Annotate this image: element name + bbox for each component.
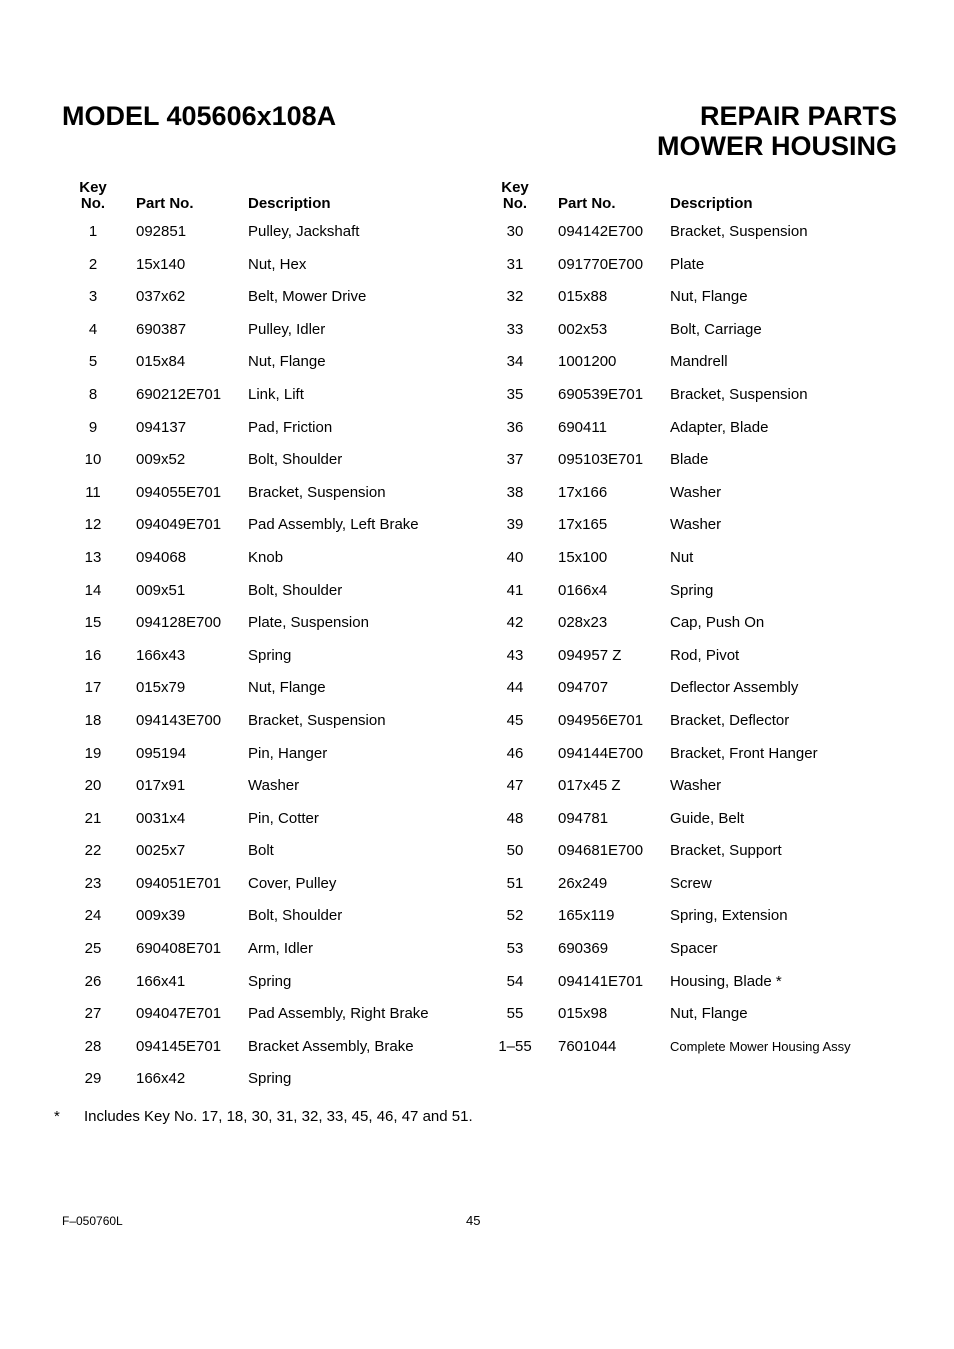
key-no-header: Key No. — [79, 179, 107, 212]
table-row — [484, 1031, 904, 1064]
document-code: F–050760L — [62, 1214, 123, 1228]
description: Spacer — [670, 940, 718, 958]
description: Bracket, Support — [670, 842, 782, 860]
part-no: 690408E701 — [136, 940, 222, 958]
table-row — [62, 868, 472, 901]
table-body — [484, 216, 904, 1063]
description: Pad Assembly, Left Brake — [248, 516, 419, 534]
key-no: 12 — [84, 516, 102, 534]
description: Nut, Flange — [248, 353, 326, 371]
description: Housing, Blade * — [670, 972, 782, 990]
key-no: 35 — [506, 385, 524, 403]
key-no: 40 — [506, 548, 524, 566]
table-row — [484, 509, 904, 542]
part-no: 094055E701 — [136, 483, 222, 501]
table-row — [62, 379, 472, 412]
description: Bracket Assembly, Brake — [248, 1037, 414, 1055]
description: Bracket, Suspension — [670, 385, 808, 403]
table-row — [484, 738, 904, 771]
key-no: 2 — [88, 255, 98, 273]
table-row — [62, 672, 472, 705]
key-no: 39 — [506, 516, 524, 534]
description: Belt, Mower Drive — [248, 288, 367, 306]
table-row — [62, 444, 472, 477]
key-no: 3 — [88, 288, 98, 306]
part-no: 037x62 — [136, 288, 186, 306]
description: Bolt, Shoulder — [248, 581, 343, 599]
description: Spring — [248, 972, 292, 990]
part-no: 17x165 — [558, 516, 608, 534]
key-no-header: Key No. — [501, 179, 529, 212]
description: Complete Mower Housing Assy — [670, 1038, 851, 1054]
table-row — [484, 640, 904, 673]
table-row — [62, 933, 472, 966]
key-no: 34 — [506, 353, 524, 371]
part-no: 690411 — [558, 418, 607, 436]
footnote — [54, 1108, 473, 1125]
parts-table-left — [62, 180, 472, 1096]
key-no: 25 — [84, 940, 102, 958]
description: Washer — [248, 777, 300, 795]
key-no: 19 — [84, 744, 102, 762]
description: Nut, Hex — [248, 255, 307, 273]
section-title-line1: REPAIR PARTS — [699, 101, 897, 131]
key-no: 15 — [84, 614, 102, 632]
key-no: 5 — [88, 353, 98, 371]
part-no: 094137 — [136, 418, 187, 436]
table-row — [62, 281, 472, 314]
part-no: 690212E701 — [136, 385, 222, 403]
description: Bracket, Suspension — [670, 223, 808, 240]
part-no: 15x140 — [136, 255, 186, 273]
part-no: 095103E701 — [558, 451, 644, 469]
key-no: 10 — [84, 451, 102, 469]
part-no: 17x166 — [558, 483, 608, 501]
part-no: 094143E700 — [136, 711, 222, 729]
table-row — [62, 966, 472, 999]
table-row — [62, 607, 472, 640]
key-no: 32 — [506, 288, 524, 306]
table-row — [484, 672, 904, 705]
description: Bracket, Deflector — [670, 711, 790, 729]
description: Plate — [670, 255, 705, 273]
table-header — [484, 180, 904, 216]
table-row — [484, 835, 904, 868]
key-no: 14 — [84, 581, 102, 599]
table-row — [484, 998, 904, 1031]
key-no: 36 — [506, 418, 524, 436]
description: Bolt, Shoulder — [248, 451, 343, 469]
section-title-line2: MOWER HOUSING — [657, 131, 897, 161]
part-no: 166x41 — [136, 972, 186, 990]
part-no: 094128E700 — [136, 614, 222, 632]
table-row — [62, 835, 472, 868]
part-no: 690539E701 — [558, 385, 644, 403]
part-no: 166x42 — [136, 1070, 186, 1088]
description: Nut, Flange — [670, 288, 748, 306]
part-no: 094047E701 — [136, 1005, 222, 1023]
part-no: 094956E701 — [558, 711, 644, 729]
table-row — [62, 998, 472, 1031]
description: Screw — [670, 874, 712, 892]
part-no: 094144E700 — [558, 744, 644, 762]
description: Arm, Idler — [248, 940, 314, 958]
key-no: 48 — [506, 809, 524, 827]
description: Pad, Friction — [248, 418, 333, 436]
table-row — [484, 803, 904, 836]
part-no: 094068 — [136, 548, 187, 566]
description: Bracket, Front Hanger — [670, 744, 818, 762]
table-row — [484, 216, 904, 249]
description: Nut, Flange — [670, 1005, 748, 1023]
part-no: 095194 — [136, 744, 187, 762]
table-row — [484, 314, 904, 347]
key-no: 22 — [84, 842, 102, 860]
key-no: 46 — [506, 744, 524, 762]
description: Plate, Suspension — [248, 614, 369, 632]
part-no: 26x249 — [558, 874, 608, 892]
part-no: 009x51 — [136, 581, 186, 599]
description: Deflector Assembly — [670, 679, 799, 697]
description: Rod, Pivot — [670, 646, 740, 664]
key-no: 38 — [506, 483, 524, 501]
part-no: 165x119 — [558, 907, 615, 925]
table-row — [484, 705, 904, 738]
table-row — [484, 346, 904, 379]
description: Bracket, Suspension — [248, 483, 386, 501]
key-no: 44 — [506, 679, 524, 697]
description: Mandrell — [670, 353, 728, 371]
description: Knob — [248, 548, 284, 566]
description: Bolt, Carriage — [670, 320, 762, 338]
key-no: 41 — [506, 581, 524, 599]
table-header — [62, 180, 472, 216]
key-no: 52 — [506, 907, 524, 925]
part-no-header: Part No. — [558, 195, 616, 212]
table-row — [484, 444, 904, 477]
key-no: 4 — [88, 320, 98, 338]
table-row — [62, 346, 472, 379]
part-no-header: Part No. — [136, 195, 194, 212]
part-no: 015x98 — [558, 1005, 608, 1023]
table-row — [484, 477, 904, 510]
description: Pulley, Idler — [248, 320, 326, 338]
table-row — [62, 575, 472, 608]
page-number: 45 — [466, 1213, 481, 1228]
part-no: 015x84 — [136, 353, 186, 371]
description: Washer — [670, 777, 722, 795]
part-no: 094141E701 — [558, 972, 644, 990]
key-no: 1 — [88, 223, 98, 240]
key-no: 28 — [84, 1037, 102, 1055]
description-header: Description — [248, 195, 331, 212]
description: Adapter, Blade — [670, 418, 769, 436]
key-no: 37 — [506, 451, 524, 469]
parts-table-right — [484, 180, 904, 1063]
part-no: 690387 — [136, 320, 187, 338]
description: Spring — [248, 646, 292, 664]
description: Bolt, Shoulder — [248, 907, 343, 925]
table-row — [62, 216, 472, 249]
key-no: 20 — [84, 777, 102, 795]
description: Spring — [670, 581, 714, 599]
section-title — [657, 101, 897, 161]
table-row — [484, 770, 904, 803]
description: Washer — [670, 483, 722, 501]
part-no: 009x39 — [136, 907, 186, 925]
part-no: 15x100 — [558, 548, 608, 566]
part-no: 690369 — [558, 940, 609, 958]
part-no: 094142E700 — [558, 223, 644, 240]
part-no: 166x43 — [136, 646, 186, 664]
model-title: MODEL 405606x108A — [62, 101, 337, 131]
part-no: 1001200 — [558, 353, 617, 371]
description: Cap, Push On — [670, 614, 765, 632]
table-row — [62, 314, 472, 347]
key-no: 1–55 — [498, 1037, 532, 1055]
key-no: 24 — [84, 907, 102, 925]
description: Pin, Cotter — [248, 809, 319, 827]
table-row — [62, 1063, 472, 1096]
key-no: 43 — [506, 646, 524, 664]
table-row — [484, 379, 904, 412]
key-no: 8 — [88, 385, 98, 403]
footnote-marker: * — [54, 1108, 60, 1125]
table-row — [484, 249, 904, 282]
part-no: 017x91 — [136, 777, 186, 795]
part-no: 015x79 — [136, 679, 186, 697]
description: Pad Assembly, Right Brake — [248, 1005, 429, 1023]
part-no: 094707 — [558, 679, 609, 697]
key-no: 55 — [506, 1005, 524, 1023]
description: Nut, Flange — [248, 679, 326, 697]
part-no: 094781 — [558, 809, 609, 827]
table-row — [62, 542, 472, 575]
part-no: 028x23 — [558, 614, 608, 632]
part-no: 094145E701 — [136, 1037, 222, 1055]
table-row — [62, 705, 472, 738]
key-no: 45 — [506, 711, 524, 729]
table-row — [62, 249, 472, 282]
key-no: 47 — [506, 777, 524, 795]
table-row — [62, 1031, 472, 1064]
description: Spring — [248, 1070, 292, 1088]
part-no: 094049E701 — [136, 516, 222, 534]
description: Bracket, Suspension — [248, 711, 386, 729]
table-row — [62, 509, 472, 542]
table-row — [62, 803, 472, 836]
footnote-text: Includes Key No. 17, 18, 30, 31, 32, 33, 45, 46, 47 and 51. — [84, 1108, 473, 1125]
key-no: 16 — [84, 646, 102, 664]
key-no: 21 — [84, 809, 102, 827]
part-no: 091770E700 — [558, 255, 644, 273]
description-header: Description — [670, 195, 753, 212]
part-no: 002x53 — [558, 320, 608, 338]
part-no: 092851 — [136, 223, 187, 240]
key-no: 29 — [84, 1070, 102, 1088]
table-row — [484, 933, 904, 966]
key-no: 13 — [84, 548, 102, 566]
part-no: 094681E700 — [558, 842, 644, 860]
key-no: 23 — [84, 874, 102, 892]
description: Bolt — [248, 842, 274, 860]
table-row — [62, 900, 472, 933]
table-row — [62, 412, 472, 445]
description: Spring, Extension — [670, 907, 788, 925]
description: Cover, Pulley — [248, 874, 337, 892]
key-no: 31 — [506, 255, 524, 273]
key-no: 18 — [84, 711, 102, 729]
key-no: 27 — [84, 1005, 102, 1023]
table-row — [484, 607, 904, 640]
description: Blade — [670, 451, 709, 469]
key-no: 11 — [85, 483, 101, 501]
key-no: 42 — [506, 614, 524, 632]
key-no: 33 — [506, 320, 524, 338]
table-body — [62, 216, 472, 1096]
key-no: 53 — [506, 940, 524, 958]
key-no: 51 — [506, 874, 524, 892]
description: Washer — [670, 516, 722, 534]
table-row — [62, 640, 472, 673]
part-no: 7601044 — [558, 1037, 617, 1055]
table-row — [484, 900, 904, 933]
part-no: 0031x4 — [136, 809, 186, 827]
part-no: 017x45 Z — [558, 777, 621, 795]
key-no: 50 — [506, 842, 524, 860]
part-no: 0025x7 — [136, 842, 186, 860]
table-row — [62, 738, 472, 771]
table-row — [484, 412, 904, 445]
description: Guide, Belt — [670, 809, 745, 827]
table-row — [484, 281, 904, 314]
key-no: 9 — [88, 418, 98, 436]
description: Link, Lift — [248, 385, 304, 403]
table-row — [484, 542, 904, 575]
description: Pulley, Jackshaft — [248, 223, 360, 240]
key-no: 26 — [84, 972, 102, 990]
key-no: 30 — [506, 223, 524, 240]
part-no: 009x52 — [136, 451, 186, 469]
table-row — [484, 868, 904, 901]
table-row — [484, 575, 904, 608]
key-no: 54 — [506, 972, 524, 990]
table-row — [62, 477, 472, 510]
part-no: 0166x4 — [558, 581, 608, 599]
part-no: 094957 Z — [558, 646, 622, 664]
description: Pin, Hanger — [248, 744, 328, 762]
table-row — [484, 966, 904, 999]
table-row — [62, 770, 472, 803]
key-no: 17 — [84, 679, 102, 697]
description: Nut — [670, 548, 694, 566]
part-no: 015x88 — [558, 288, 608, 306]
part-no: 094051E701 — [136, 874, 222, 892]
